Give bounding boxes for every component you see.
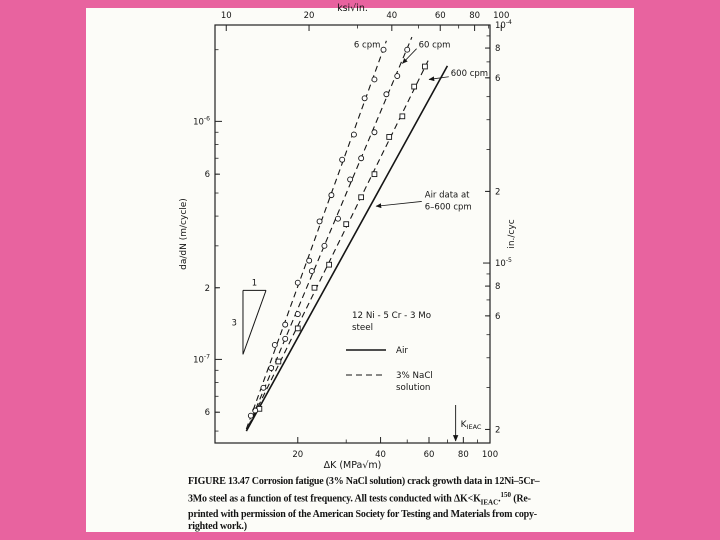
data-point-circle <box>372 77 377 82</box>
tick-label: 60 <box>434 11 446 21</box>
data-point-square <box>344 222 349 227</box>
data-point-circle <box>269 366 274 371</box>
tick-label: 6 <box>495 311 501 322</box>
legend-entry-label: Air <box>396 346 408 356</box>
data-point-circle <box>340 157 345 162</box>
frequency-label: 60 cpm <box>418 40 451 51</box>
data-point-circle <box>295 280 300 285</box>
data-point-circle <box>348 177 353 182</box>
tick-label: 8 <box>495 44 501 55</box>
data-point-square <box>412 84 417 89</box>
top-axis-title: ksi√in. <box>337 3 368 14</box>
caption-text: FIGURE 13.47 Corrosion fatigue (3% NaCl solution) crack growth data in 12Ni–5Cr– <box>188 476 540 487</box>
tick-label: 2 <box>495 187 501 198</box>
tick-label: 10 <box>220 11 232 21</box>
data-point-square <box>359 195 364 200</box>
frequency-labels <box>354 41 488 80</box>
legend-title: 12 Ni - 5 Cr - 3 Mo <box>352 311 432 321</box>
data-point-circle <box>322 243 327 248</box>
tick-label: 2 <box>204 283 210 294</box>
slope-rise-label: 3 <box>231 318 237 329</box>
caption-text: (Re- <box>510 492 531 504</box>
caption-line-2 <box>188 489 608 509</box>
caption-text: . <box>498 492 501 504</box>
legend-entry-label: 3% NaCl <box>396 371 433 381</box>
data-point-circle <box>372 130 377 135</box>
data-point-circle <box>351 132 356 137</box>
data-point-circle <box>248 413 253 418</box>
data-point-circle <box>309 269 314 274</box>
tick-label: 40 <box>375 450 386 460</box>
data-point-circle <box>395 74 400 79</box>
caption-line-4 <box>188 521 608 534</box>
data-point-square <box>400 114 405 119</box>
air-note-arrow <box>376 201 422 206</box>
legend-title: steel <box>352 323 374 333</box>
series-nacl-60cpm <box>248 37 412 427</box>
bottom-axis-title: ΔK (MPa√m) <box>323 460 382 471</box>
data-point-circle <box>272 342 277 347</box>
air-note-line: Air data at <box>424 190 470 201</box>
data-point-circle <box>359 156 364 161</box>
data-point-square <box>372 172 377 177</box>
tick-label: 20 <box>292 450 304 460</box>
legend-entry-label: solution <box>396 383 431 393</box>
data-point-square <box>312 285 317 290</box>
caption-text: righted work.) <box>188 521 247 533</box>
caption-text: printed with permission of the American Society for Testing and Materials from copy- <box>188 508 537 520</box>
tick-label: $10^{-6}$ <box>193 115 210 128</box>
left-axis-title: da/dN (m/cycle) <box>179 198 189 270</box>
bottom-axis <box>292 437 498 471</box>
caption-line-3 <box>188 509 608 522</box>
caption-reference-superscript: 150 <box>500 490 511 499</box>
slope-triangle <box>232 278 266 354</box>
tick-label: 80 <box>469 11 481 21</box>
data-point-circle <box>405 47 410 52</box>
tick-label: $10^{-5}$ <box>495 257 512 270</box>
caption-line-1 <box>188 476 608 489</box>
top-axis <box>221 3 510 31</box>
caption-subscript: IEAC <box>480 497 499 506</box>
data-point-circle <box>362 96 367 101</box>
tick-label: 6 <box>204 408 210 419</box>
data-point-square <box>295 326 300 331</box>
data-point-circle <box>381 47 386 52</box>
data-point-circle <box>295 312 300 317</box>
data-point-circle <box>384 92 389 97</box>
tick-label: 40 <box>386 11 398 21</box>
frequency-label: 600 cpm <box>450 68 489 79</box>
annotation-air-note <box>376 190 472 212</box>
right-axis-title: in./cyc <box>507 219 517 249</box>
data-point-circle <box>283 322 288 327</box>
label-arrow <box>429 77 449 80</box>
tick-label: $10^{-7}$ <box>193 353 210 366</box>
tick-label: 2 <box>495 425 501 436</box>
data-point-square <box>327 262 332 267</box>
tick-label: 60 <box>423 450 435 460</box>
data-point-circle <box>261 385 266 390</box>
data-point-square <box>423 64 428 69</box>
frequency-label: 6 cpm <box>353 40 381 51</box>
figure-caption <box>188 476 608 534</box>
data-point-circle <box>317 219 322 224</box>
data-point-circle <box>307 258 312 263</box>
tick-label: 6 <box>204 170 210 181</box>
series-nacl-6cpm <box>246 41 386 429</box>
caption-text: 3Mo steel as a function of test frequency. All tests conducted with ΔK<K <box>188 492 481 504</box>
annotation-kieac <box>456 405 482 441</box>
tick-label: 100 <box>481 450 499 460</box>
slope-run-label: 1 <box>251 278 258 289</box>
tick-label: 100 <box>493 11 510 21</box>
tick-label: 80 <box>457 450 469 460</box>
data-point-circle <box>335 216 340 221</box>
data-point-square <box>387 135 392 140</box>
plot-border <box>215 25 490 443</box>
legend <box>346 311 433 393</box>
tick-label: $10^{-4}$ <box>495 19 512 31</box>
data-point-circle <box>283 336 288 341</box>
tick-label: 20 <box>303 11 315 21</box>
right-axis <box>483 19 517 435</box>
kieac-label: $K_{IEAC}$ <box>460 420 482 431</box>
data-point-circle <box>329 193 334 198</box>
tick-label: 8 <box>495 282 501 293</box>
air-note-line: 6–600 cpm <box>424 202 472 213</box>
tick-label: 6 <box>495 73 501 84</box>
